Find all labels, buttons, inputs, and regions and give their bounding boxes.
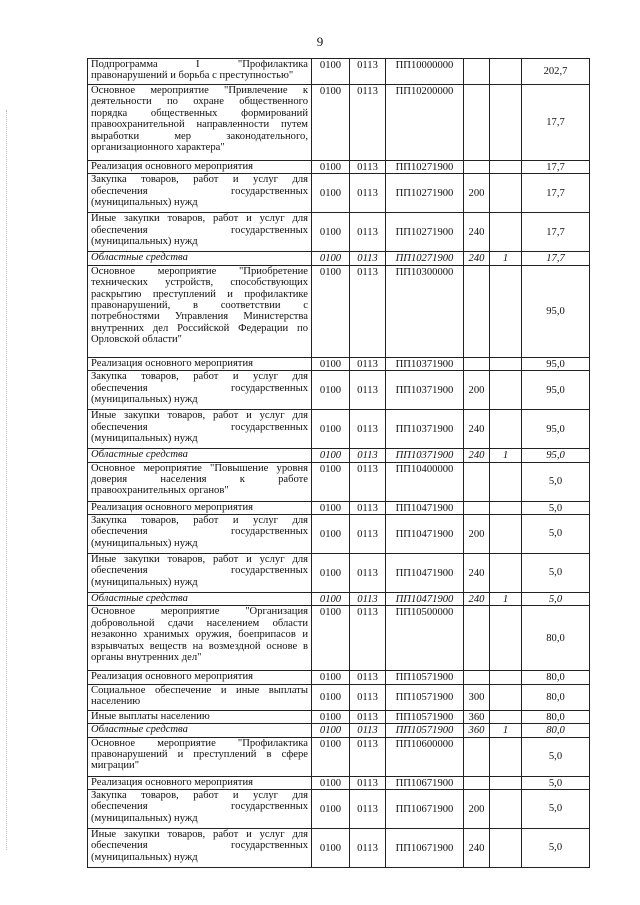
row-amount-cell: 80,0 <box>522 606 590 671</box>
table-row <box>88 515 590 554</box>
row-code-cell: ПП10571900 <box>386 684 464 710</box>
row-section-cell: 0100 <box>312 265 350 357</box>
row-section-cell: 0100 <box>312 371 350 410</box>
row-funding-source-cell <box>490 265 522 357</box>
row-funding-source-cell <box>490 371 522 410</box>
row-funding-source-cell <box>490 174 522 213</box>
row-subsection-cell: 0113 <box>350 710 386 723</box>
row-code-cell: ПП10200000 <box>386 85 464 161</box>
row-name-cell: Подпрограмма I "Профилактика правонарушений и борьба с преступностью" <box>88 59 312 85</box>
row-section-cell: 0100 <box>312 410 350 449</box>
row-code-cell: ПП10371900 <box>386 371 464 410</box>
row-funding-source-cell <box>490 554 522 593</box>
table-row <box>88 85 590 161</box>
row-amount-cell: 5,0 <box>522 776 590 789</box>
row-amount-cell: 5,0 <box>522 462 590 501</box>
row-funding-source-cell <box>490 515 522 554</box>
row-section-cell: 0100 <box>312 174 350 213</box>
row-name-cell: Закупка товаров, работ и услуг для обеспечения государственных (муниципальных) нужд <box>88 371 312 410</box>
binding-margin-line <box>6 110 7 850</box>
row-funding-source-cell <box>490 357 522 370</box>
row-funding-source-cell <box>490 213 522 252</box>
page-number: 9 <box>316 34 324 49</box>
budget-table <box>87 58 590 868</box>
table-row <box>88 684 590 710</box>
row-code-cell: ПП10500000 <box>386 606 464 671</box>
row-expense-type-cell <box>464 265 490 357</box>
row-subsection-cell: 0113 <box>350 161 386 174</box>
table-row <box>88 174 590 213</box>
row-subsection-cell: 0113 <box>350 790 386 829</box>
row-funding-source-cell <box>490 829 522 868</box>
row-funding-source-cell <box>490 161 522 174</box>
row-section-cell: 0100 <box>312 606 350 671</box>
table-row <box>88 724 590 737</box>
row-name-cell: Иные закупки товаров, работ и услуг для обеспечения государственных (муниципальных) нужд <box>88 554 312 593</box>
row-expense-type-cell <box>464 671 490 684</box>
row-amount-cell: 95,0 <box>522 357 590 370</box>
row-amount-cell: 80,0 <box>522 671 590 684</box>
row-section-cell: 0100 <box>312 501 350 514</box>
row-subsection-cell: 0113 <box>350 737 386 776</box>
row-expense-type-cell <box>464 357 490 370</box>
row-amount-cell: 5,0 <box>522 501 590 514</box>
table-row <box>88 554 590 593</box>
row-name-cell: Реализация основного мероприятия <box>88 357 312 370</box>
row-funding-source-cell <box>490 462 522 501</box>
row-expense-type-cell <box>464 606 490 671</box>
row-funding-source-cell: 1 <box>490 593 522 606</box>
row-amount-cell: 17,7 <box>522 174 590 213</box>
row-amount-cell: 80,0 <box>522 710 590 723</box>
row-section-cell: 0100 <box>312 213 350 252</box>
row-section-cell: 0100 <box>312 671 350 684</box>
row-name-cell: Реализация основного мероприятия <box>88 776 312 789</box>
row-code-cell: ПП10671900 <box>386 829 464 868</box>
row-funding-source-cell <box>490 790 522 829</box>
table-row <box>88 776 590 789</box>
row-subsection-cell: 0113 <box>350 213 386 252</box>
row-expense-type-cell: 200 <box>464 790 490 829</box>
row-section-cell: 0100 <box>312 357 350 370</box>
row-name-cell: Областные средства <box>88 252 312 265</box>
row-subsection-cell: 0113 <box>350 501 386 514</box>
row-name-cell: Областные средства <box>88 449 312 462</box>
table-row <box>88 790 590 829</box>
row-subsection-cell: 0113 <box>350 829 386 868</box>
row-amount-cell: 5,0 <box>522 737 590 776</box>
row-name-cell: Основное мероприятие "Повышение уровня доверия населения к работе правоохранительных органов" <box>88 462 312 501</box>
row-name-cell: Областные средства <box>88 593 312 606</box>
table-row <box>88 161 590 174</box>
row-section-cell: 0100 <box>312 684 350 710</box>
row-section-cell: 0100 <box>312 776 350 789</box>
row-name-cell: Иные закупки товаров, работ и услуг для обеспечения государственных (муниципальных) нужд <box>88 410 312 449</box>
row-name-cell: Закупка товаров, работ и услуг для обеспечения государственных (муниципальных) нужд <box>88 790 312 829</box>
row-code-cell: ПП10671900 <box>386 790 464 829</box>
row-name-cell: Реализация основного мероприятия <box>88 161 312 174</box>
row-expense-type-cell: 240 <box>464 554 490 593</box>
row-expense-type-cell <box>464 59 490 85</box>
row-expense-type-cell <box>464 462 490 501</box>
row-code-cell: ПП10471900 <box>386 593 464 606</box>
row-section-cell: 0100 <box>312 737 350 776</box>
row-name-cell: Реализация основного мероприятия <box>88 671 312 684</box>
row-expense-type-cell: 240 <box>464 449 490 462</box>
row-subsection-cell: 0113 <box>350 462 386 501</box>
row-subsection-cell: 0113 <box>350 410 386 449</box>
row-code-cell: ПП10471900 <box>386 515 464 554</box>
row-expense-type-cell <box>464 85 490 161</box>
table-row <box>88 265 590 357</box>
row-subsection-cell: 0113 <box>350 515 386 554</box>
row-code-cell: ПП10471900 <box>386 501 464 514</box>
row-section-cell: 0100 <box>312 554 350 593</box>
row-name-cell: Иные выплаты населению <box>88 710 312 723</box>
row-subsection-cell: 0113 <box>350 554 386 593</box>
row-code-cell: ПП10371900 <box>386 357 464 370</box>
row-amount-cell: 80,0 <box>522 684 590 710</box>
row-expense-type-cell: 360 <box>464 724 490 737</box>
row-funding-source-cell <box>490 85 522 161</box>
row-amount-cell: 95,0 <box>522 449 590 462</box>
row-subsection-cell: 0113 <box>350 449 386 462</box>
row-expense-type-cell: 240 <box>464 410 490 449</box>
row-funding-source-cell <box>490 501 522 514</box>
row-amount-cell: 5,0 <box>522 829 590 868</box>
row-expense-type-cell: 300 <box>464 684 490 710</box>
row-amount-cell: 80,0 <box>522 724 590 737</box>
row-funding-source-cell <box>490 737 522 776</box>
row-expense-type-cell: 200 <box>464 371 490 410</box>
row-code-cell: ПП10671900 <box>386 776 464 789</box>
row-name-cell: Основное мероприятие "Приобретение технических устройств, способствующих раскрытию преступлений и профилактике правонарушений, в соответствии с потребностями Управления Министерства внутренних дел Российской Федерации по Орловской области" <box>88 265 312 357</box>
row-code-cell: ПП10271900 <box>386 161 464 174</box>
row-amount-cell: 5,0 <box>522 554 590 593</box>
table-row <box>88 593 590 606</box>
row-subsection-cell: 0113 <box>350 265 386 357</box>
row-funding-source-cell: 1 <box>490 252 522 265</box>
row-section-cell: 0100 <box>312 829 350 868</box>
row-code-cell: ПП10471900 <box>386 554 464 593</box>
row-amount-cell: 95,0 <box>522 265 590 357</box>
row-name-cell: Иные закупки товаров, работ и услуг для обеспечения государственных (муниципальных) нужд <box>88 829 312 868</box>
row-code-cell: ПП10571900 <box>386 671 464 684</box>
row-funding-source-cell <box>490 59 522 85</box>
row-code-cell: ПП10571900 <box>386 724 464 737</box>
table-row <box>88 357 590 370</box>
row-funding-source-cell <box>490 684 522 710</box>
row-code-cell: ПП10600000 <box>386 737 464 776</box>
row-name-cell: Закупка товаров, работ и услуг для обеспечения государственных (муниципальных) нужд <box>88 515 312 554</box>
table-row <box>88 606 590 671</box>
row-amount-cell: 5,0 <box>522 515 590 554</box>
row-subsection-cell: 0113 <box>350 684 386 710</box>
row-subsection-cell: 0113 <box>350 174 386 213</box>
row-subsection-cell: 0113 <box>350 671 386 684</box>
row-name-cell: Иные закупки товаров, работ и услуг для обеспечения государственных (муниципальных) нужд <box>88 213 312 252</box>
row-name-cell: Реализация основного мероприятия <box>88 501 312 514</box>
row-expense-type-cell: 200 <box>464 174 490 213</box>
row-funding-source-cell: 1 <box>490 449 522 462</box>
table-row <box>88 410 590 449</box>
row-code-cell: ПП10371900 <box>386 410 464 449</box>
row-amount-cell: 17,7 <box>522 161 590 174</box>
row-funding-source-cell <box>490 671 522 684</box>
row-expense-type-cell: 360 <box>464 710 490 723</box>
row-expense-type-cell: 240 <box>464 829 490 868</box>
table-row <box>88 501 590 514</box>
row-code-cell: ПП10300000 <box>386 265 464 357</box>
row-subsection-cell: 0113 <box>350 85 386 161</box>
row-section-cell: 0100 <box>312 724 350 737</box>
row-subsection-cell: 0113 <box>350 357 386 370</box>
row-funding-source-cell <box>490 410 522 449</box>
table-row <box>88 371 590 410</box>
row-name-cell: Закупка товаров, работ и услуг для обеспечения государственных (муниципальных) нужд <box>88 174 312 213</box>
row-code-cell: ПП10571900 <box>386 710 464 723</box>
row-code-cell: ПП10271900 <box>386 174 464 213</box>
row-expense-type-cell <box>464 501 490 514</box>
row-subsection-cell: 0113 <box>350 724 386 737</box>
row-amount-cell: 17,7 <box>522 85 590 161</box>
row-section-cell: 0100 <box>312 85 350 161</box>
row-subsection-cell: 0113 <box>350 593 386 606</box>
row-section-cell: 0100 <box>312 252 350 265</box>
row-code-cell: ПП10271900 <box>386 252 464 265</box>
row-subsection-cell: 0113 <box>350 59 386 85</box>
row-section-cell: 0100 <box>312 161 350 174</box>
row-subsection-cell: 0113 <box>350 252 386 265</box>
row-subsection-cell: 0113 <box>350 776 386 789</box>
row-section-cell: 0100 <box>312 593 350 606</box>
row-section-cell: 0100 <box>312 710 350 723</box>
row-section-cell: 0100 <box>312 462 350 501</box>
row-amount-cell: 202,7 <box>522 59 590 85</box>
table-row <box>88 737 590 776</box>
row-section-cell: 0100 <box>312 515 350 554</box>
table-row <box>88 449 590 462</box>
row-expense-type-cell <box>464 776 490 789</box>
row-section-cell: 0100 <box>312 59 350 85</box>
row-funding-source-cell <box>490 710 522 723</box>
table-row <box>88 671 590 684</box>
row-subsection-cell: 0113 <box>350 371 386 410</box>
row-name-cell: Основное мероприятие "Организация добровольной сдачи населением области незаконно хранимых оружия, боеприпасов и взрывчатых веществ на возмездной основе в органы внутренних дел" <box>88 606 312 671</box>
row-code-cell: ПП10400000 <box>386 462 464 501</box>
row-name-cell: Основное мероприятие "Профилактика правонарушений и преступлений в сфере миграции" <box>88 737 312 776</box>
table-row <box>88 829 590 868</box>
row-funding-source-cell <box>490 606 522 671</box>
row-amount-cell: 95,0 <box>522 371 590 410</box>
table-row <box>88 252 590 265</box>
row-funding-source-cell: 1 <box>490 724 522 737</box>
row-expense-type-cell: 240 <box>464 252 490 265</box>
row-funding-source-cell <box>490 776 522 789</box>
row-amount-cell: 5,0 <box>522 790 590 829</box>
row-amount-cell: 17,7 <box>522 252 590 265</box>
row-expense-type-cell <box>464 161 490 174</box>
row-amount-cell: 5,0 <box>522 593 590 606</box>
row-section-cell: 0100 <box>312 449 350 462</box>
row-expense-type-cell: 240 <box>464 213 490 252</box>
row-expense-type-cell <box>464 737 490 776</box>
row-code-cell: ПП10271900 <box>386 213 464 252</box>
row-amount-cell: 95,0 <box>522 410 590 449</box>
row-name-cell: Областные средства <box>88 724 312 737</box>
row-code-cell: ПП10000000 <box>386 59 464 85</box>
table-row <box>88 710 590 723</box>
row-name-cell: Основное мероприятие "Привлечение к деятельности по охране общественного порядка общественных формирований правоохранительной направленности путем выработки мер законодательного, организационного характера" <box>88 85 312 161</box>
row-amount-cell: 17,7 <box>522 213 590 252</box>
row-name-cell: Социальное обеспечение и иные выплаты населению <box>88 684 312 710</box>
table-row <box>88 462 590 501</box>
row-subsection-cell: 0113 <box>350 606 386 671</box>
row-section-cell: 0100 <box>312 790 350 829</box>
row-code-cell: ПП10371900 <box>386 449 464 462</box>
row-expense-type-cell: 240 <box>464 593 490 606</box>
table-row <box>88 213 590 252</box>
table-row <box>88 59 590 85</box>
row-expense-type-cell: 200 <box>464 515 490 554</box>
